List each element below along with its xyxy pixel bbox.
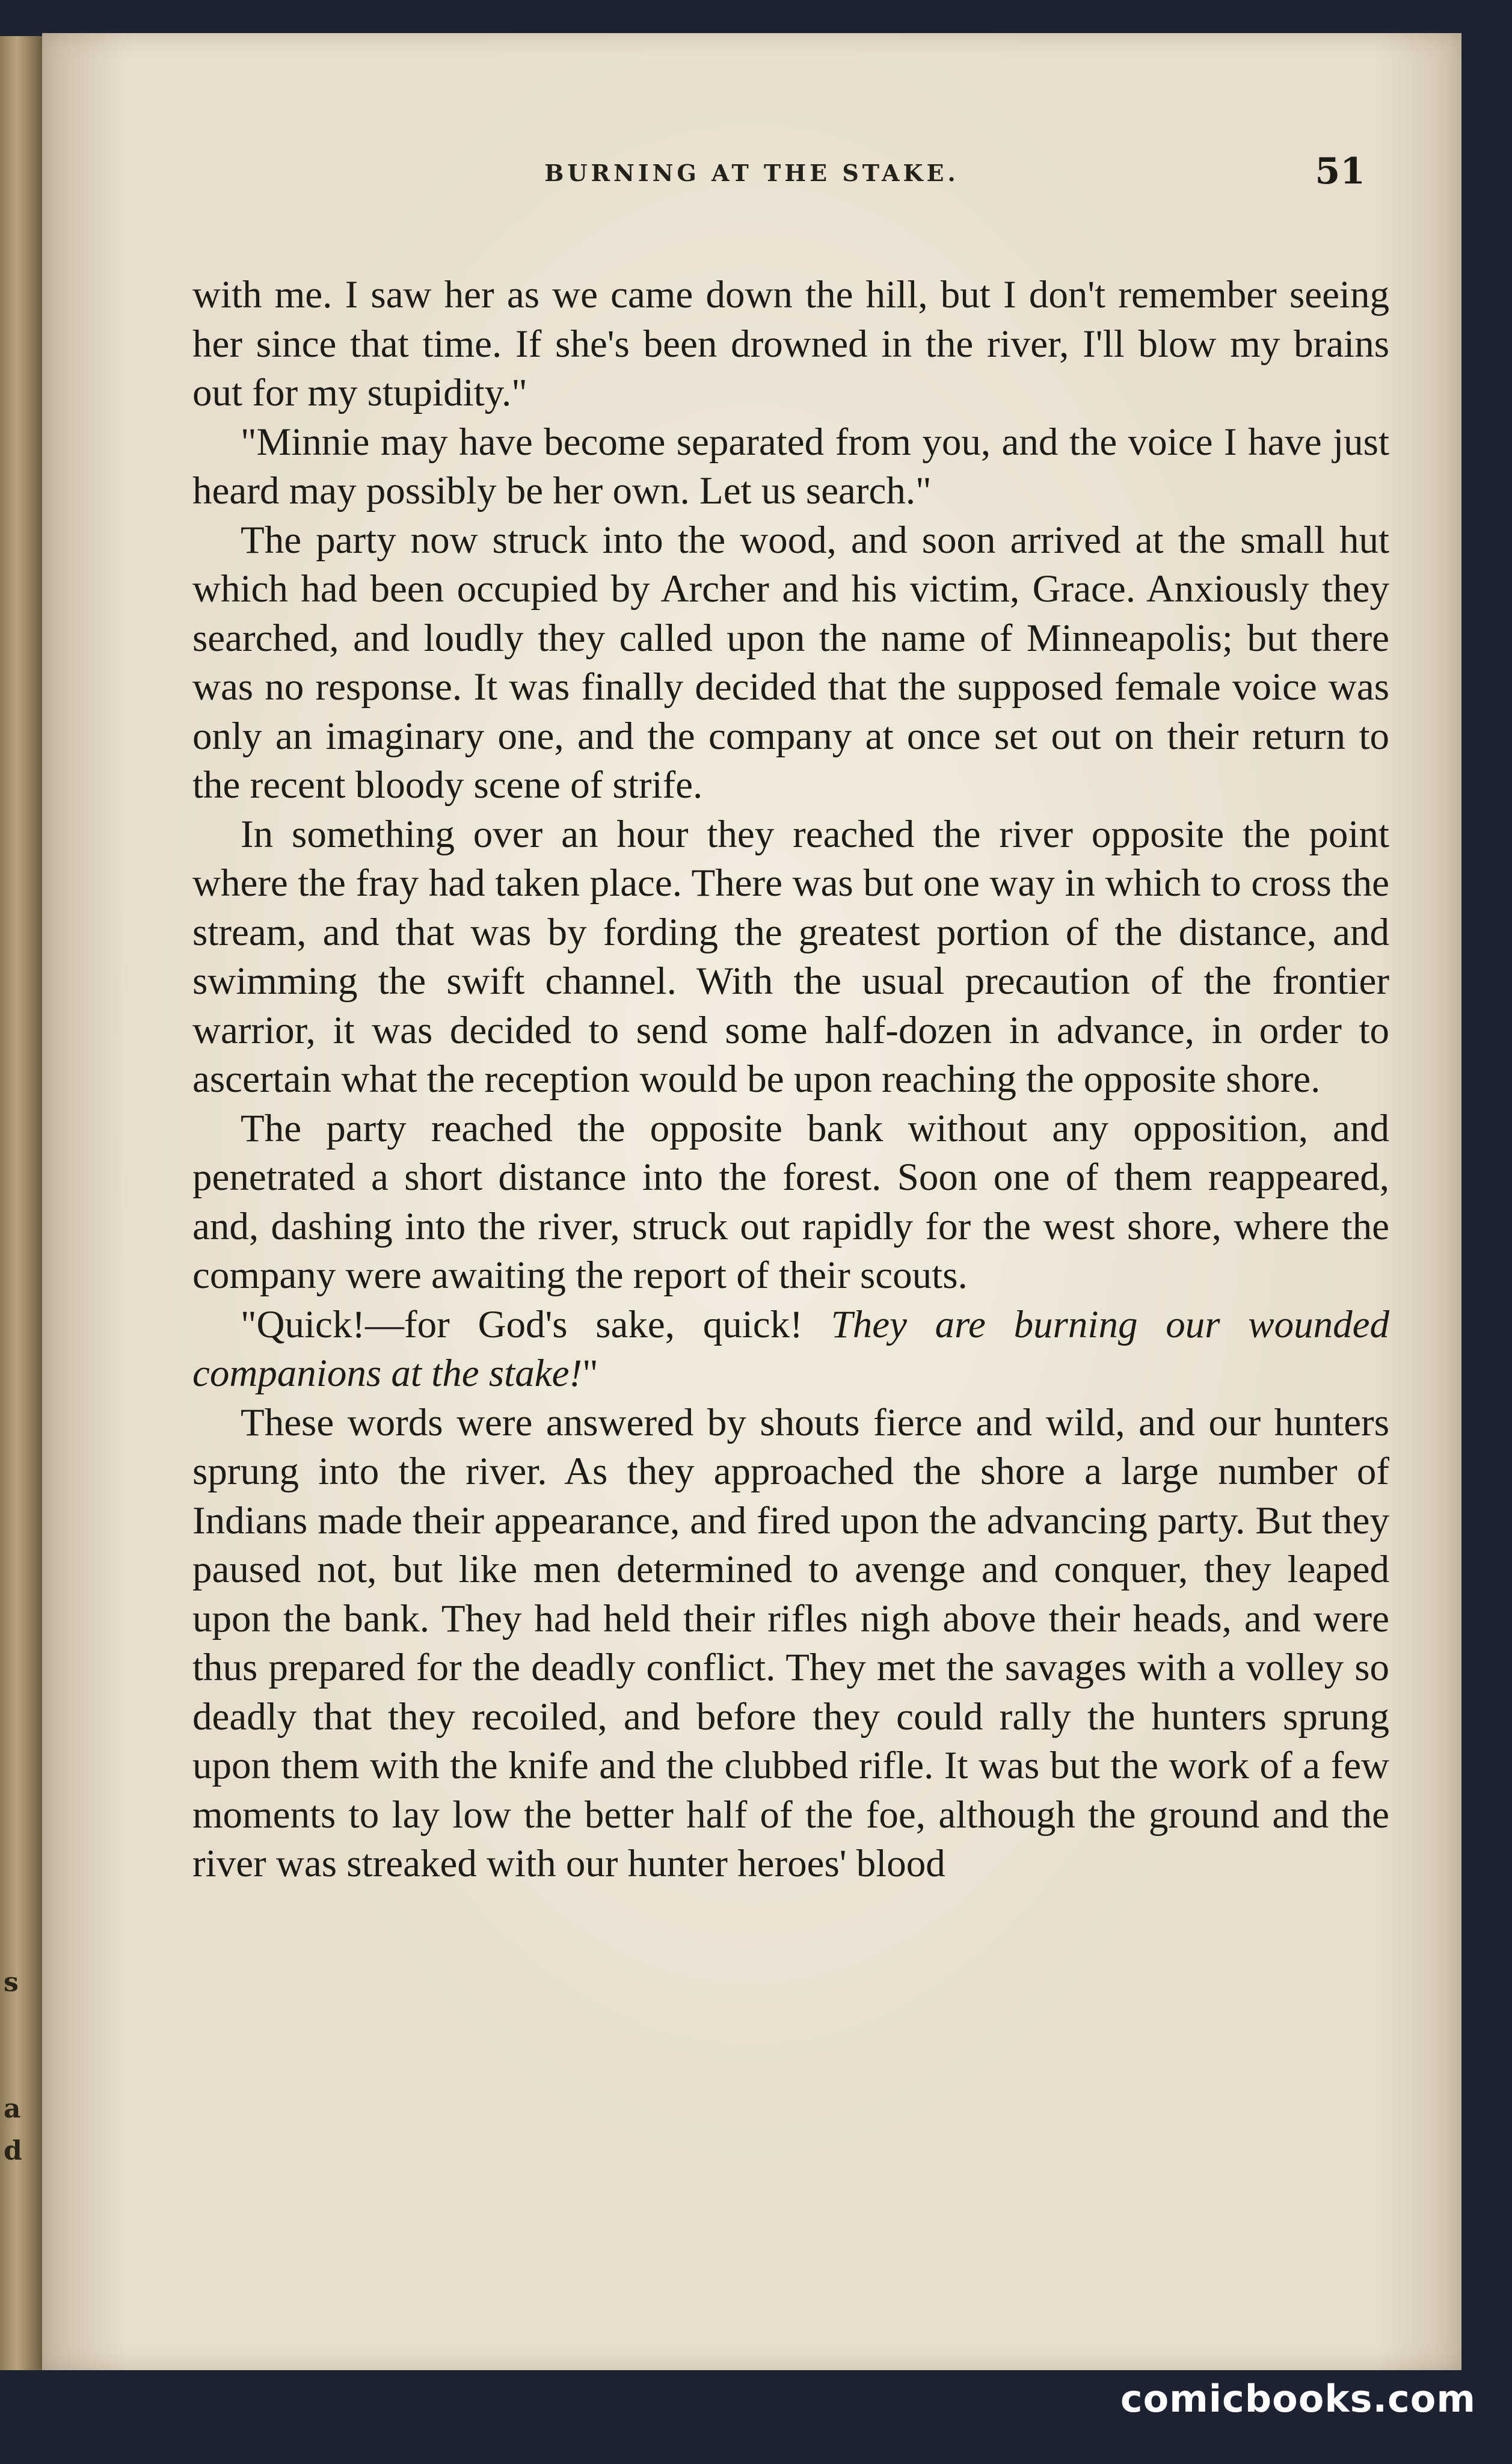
left-page-edge (0, 36, 42, 2370)
paragraph: The party reached the opposite bank without any opposition, and penetrated a short distance into the forest. Soon one of them reappeared, and, dashing into the river, struck out rapidly for the west shore, where the company were awaiting the report of their scouts. (192, 1106, 1389, 1297)
page-number: 51 (1315, 150, 1365, 192)
quote-italic: They are burning our wounded companions at the stake! (192, 1302, 1389, 1395)
quote-plain: "Quick!—for God's sake, quick! (241, 1302, 831, 1346)
paragraph: These words were answered by shouts fierce and wild, and our hunters sprung into the river. As they approached the shore a large number of Indians made their appearance, and fired upon the advancing party. But they paused not, but like men determined to avenge and conquer, they leaped upon the bank. They had held their rifles nigh above their heads, and were thus prepared for the deadly conflict. They met the savages with a volley so deadly that they recoiled, and before they could rally the hunters sprung upon them with the knife and the clubbed rifle. It was but the work of a few moments to lay low the better half of the foe, although the ground and the river was streaked with our hunter heroes' blood (192, 1400, 1389, 1885)
left-edge-char: a (4, 2093, 21, 2124)
paragraph: "Minnie may have become separated from you, and the voice I have just heard may possibly be her own. Let us search." (192, 420, 1389, 513)
paragraph: In something over an hour they reached the river opposite the point where the fray had taken place. There was but one way in which to cross the stream, and that was by fording the greatest portion of the distance, and swimming the swift channel. With the usual precaution of the frontier warrior, it was decided to send some half-dozen in advance, in order to ascertain what the reception would be upon reaching the opposite shore. (192, 812, 1389, 1101)
running-head: BURNING AT THE STAKE. (544, 159, 959, 186)
paragraph: with me. I saw her as we came down the hill, but I don't remember seeing her since that time. If she's been drowned in the river, I'll blow my brains out for my stupidity." (192, 273, 1389, 414)
quote-end: " (582, 1352, 598, 1395)
watermark: comicbooks.com (1120, 2377, 1476, 2421)
left-edge-char: d (4, 2136, 22, 2166)
book-page (42, 33, 1461, 2370)
paragraph: The party now struck into the wood, and soon arrived at the small hut which had been occupied by Archer and his victim, Grace. Anxiously they searched, and loudly they called upon the name of Minneapolis; but there was no response. It was finally decided that the supposed female voice was only an imaginary one, and the company at once set out on their return to the recent bloody scene of strife. (192, 518, 1389, 807)
quote-paragraph (192, 1301, 1389, 1399)
left-edge-char: s (4, 1967, 19, 1998)
body-text (192, 271, 1389, 1889)
